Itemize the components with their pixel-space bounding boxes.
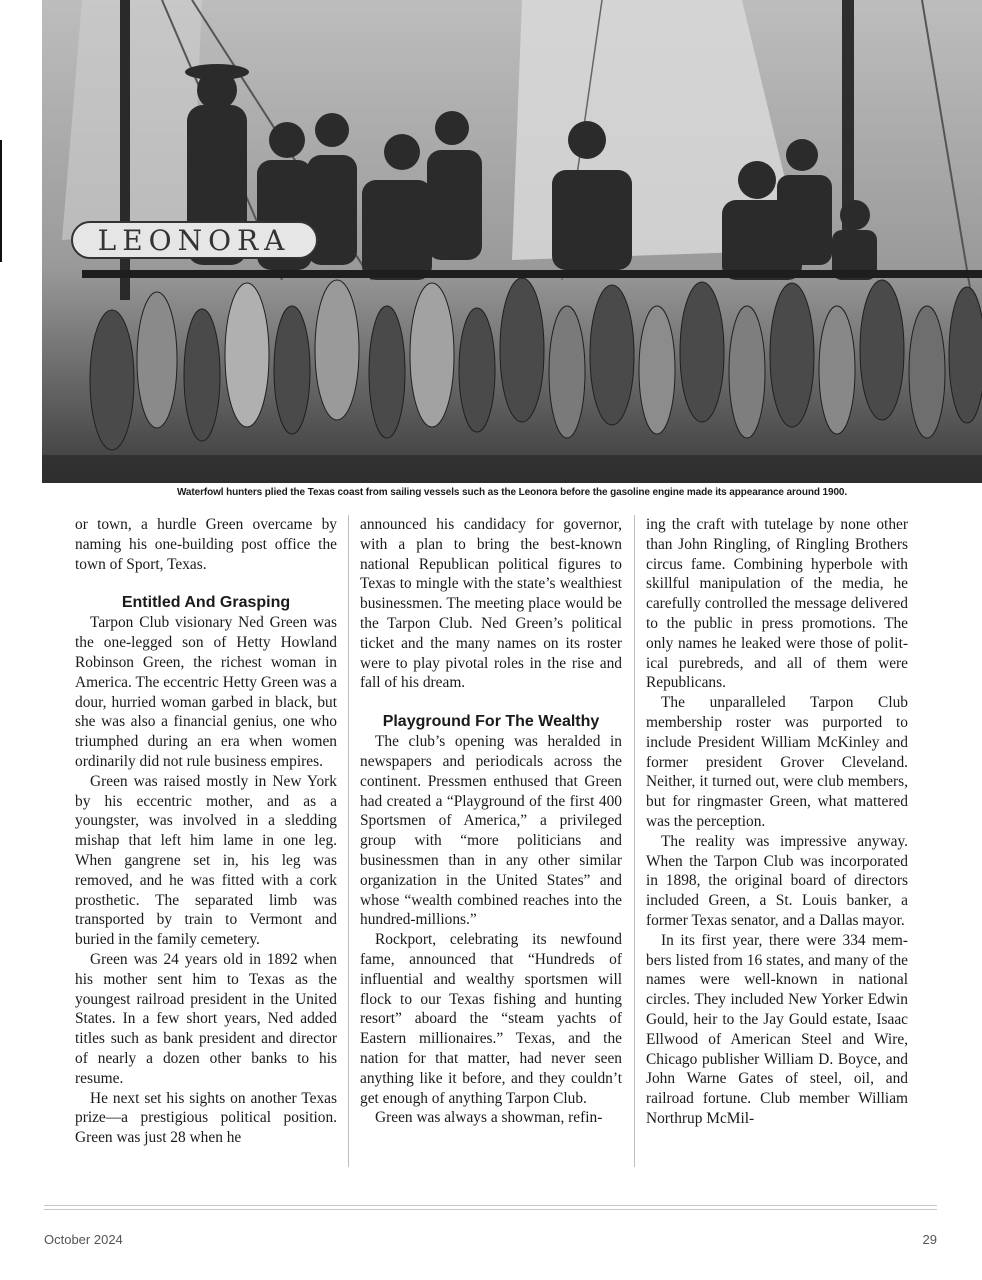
section-heading: Entitled And Grasping: [121, 594, 291, 612]
issue-date: October 2024: [44, 1232, 123, 1247]
paragraph: The reality was impressive anyway. When the Tarpon Club was incorporated in 1898, the original board of directors included Green, a St. Louis banker, a former Texas senator, and a Dallas mayor.: [646, 832, 908, 929]
paragraph: announced his candidacy for governor, with a plan to bring the best-known national Republican political figures to Texas to mingle with the state’s wealthiest businessmen. The meeting place would be the Tarpon Club. Ned Green’s political ticket and the many names on its roster were to play pivotal roles in the rise and fall of his dream.: [360, 516, 622, 692]
section-heading: Playground For The Wealthy: [382, 713, 600, 731]
column-divider: [348, 515, 349, 1167]
footer-rule: [44, 1205, 937, 1206]
paragraph: The club’s opening was heralded in newspapers and periodicals across the continent. Pressmen enthused that Green had created a “Playground of the first 400 Sportsmen of America,” a privileged group with “more politicians and businessmen than in any other similar organization in the United States” and whose “wealth combined reaches into the hundred-millions.”: [360, 733, 622, 929]
paragraph: Rockport, celebrating its newfound fame, announced that “Hundreds of influential and wealthy sportsmen will flock to our Texas fishing and hunting resort” aboard the “steam yachts of Eastern millionaires.” Texas, and the nation for that matter, had never seen anything like it before, and they couldn’t get enough of anything Tarpon Club.: [360, 931, 622, 1107]
paragraph: Green was 24 years old in 1892 when his mother sent him to Texas as the youngest railroad president in the United States. In a few short years, Ned added titles such as bank president and director of nearly a dozen other banks to his resume.: [75, 950, 337, 1087]
paragraph: The unparalleled Tarpon Club membership roster was purported to include President William McKinley and former president Grover Cleveland. Neither, it turned out, were club members, but for ringmaster Green, what mattered was the perception.: [646, 694, 908, 830]
page-edge-mark: [0, 140, 2, 262]
article-column-3: [646, 515, 908, 1170]
paragraph: Green was raised mostly in New York by his eccentric mother, and as a youngster, was involved in a sledding mishap that left him lame in one leg. When gangrene set in, his leg was removed, and he was fitted with a cork prosthetic. The separated limb was transported by train to Vermont and buried in the family cemetery.: [75, 772, 337, 949]
paragraph: He next set his sights on another Texas prize—a prestigious political position. Green was just 28 when he: [75, 1089, 337, 1147]
article-column-1: [75, 515, 337, 1170]
paragraph: Green was always a showman, refin-: [375, 1109, 603, 1127]
paragraph: In its first year, there were 334 members listed from 16 states, and many of the names were well-known in national circles. They included New Yorker Edwin Gould, heir to the Jay Gould estate, Isaac Ellwood of American Steel and Wire, Chicago publisher William D. Boyce, and John Warne Gates of steel, oil, and railroad fortune. Club member William Northrup McMil-: [646, 931, 908, 1127]
page-number: 29: [922, 1232, 937, 1247]
paragraph: or town, a hurdle Green overcame by naming his one-building post office the town of Sport, Texas.: [75, 516, 337, 573]
paragraph: ing the craft with tutelage by none other than John Ringling, of Ringling Brothers circus fame. Combining hyperbole with skillful manipulation of the media, he carefully controlled the message delivered to the public in press promotions. The only names he leaked were those of political purebreds, and all of them were Republicans.: [646, 516, 908, 692]
article-column-2: [360, 515, 622, 1170]
hunters-photo: [42, 0, 982, 483]
photo-caption: Waterfowl hunters plied the Texas coast from sailing vessels such as the Leonora before the gasoline engine made its appearance around 1900.: [176, 487, 848, 498]
column-divider: [634, 515, 635, 1167]
boat-name-text: LEONORA: [97, 224, 291, 257]
waterfowl-hunters-photo-icon: [42, 0, 982, 483]
footer-rule: [44, 1209, 937, 1210]
paragraph: Tarpon Club visionary Ned Green was the one-legged son of Hetty Howland Robinson Green, the richest woman in America. The eccentric Hetty Green was a dour, hurried woman garbed in black, but she was also a financial genius, one who triumphed during an era when women ordinarily did not rule business empires.: [75, 614, 337, 770]
